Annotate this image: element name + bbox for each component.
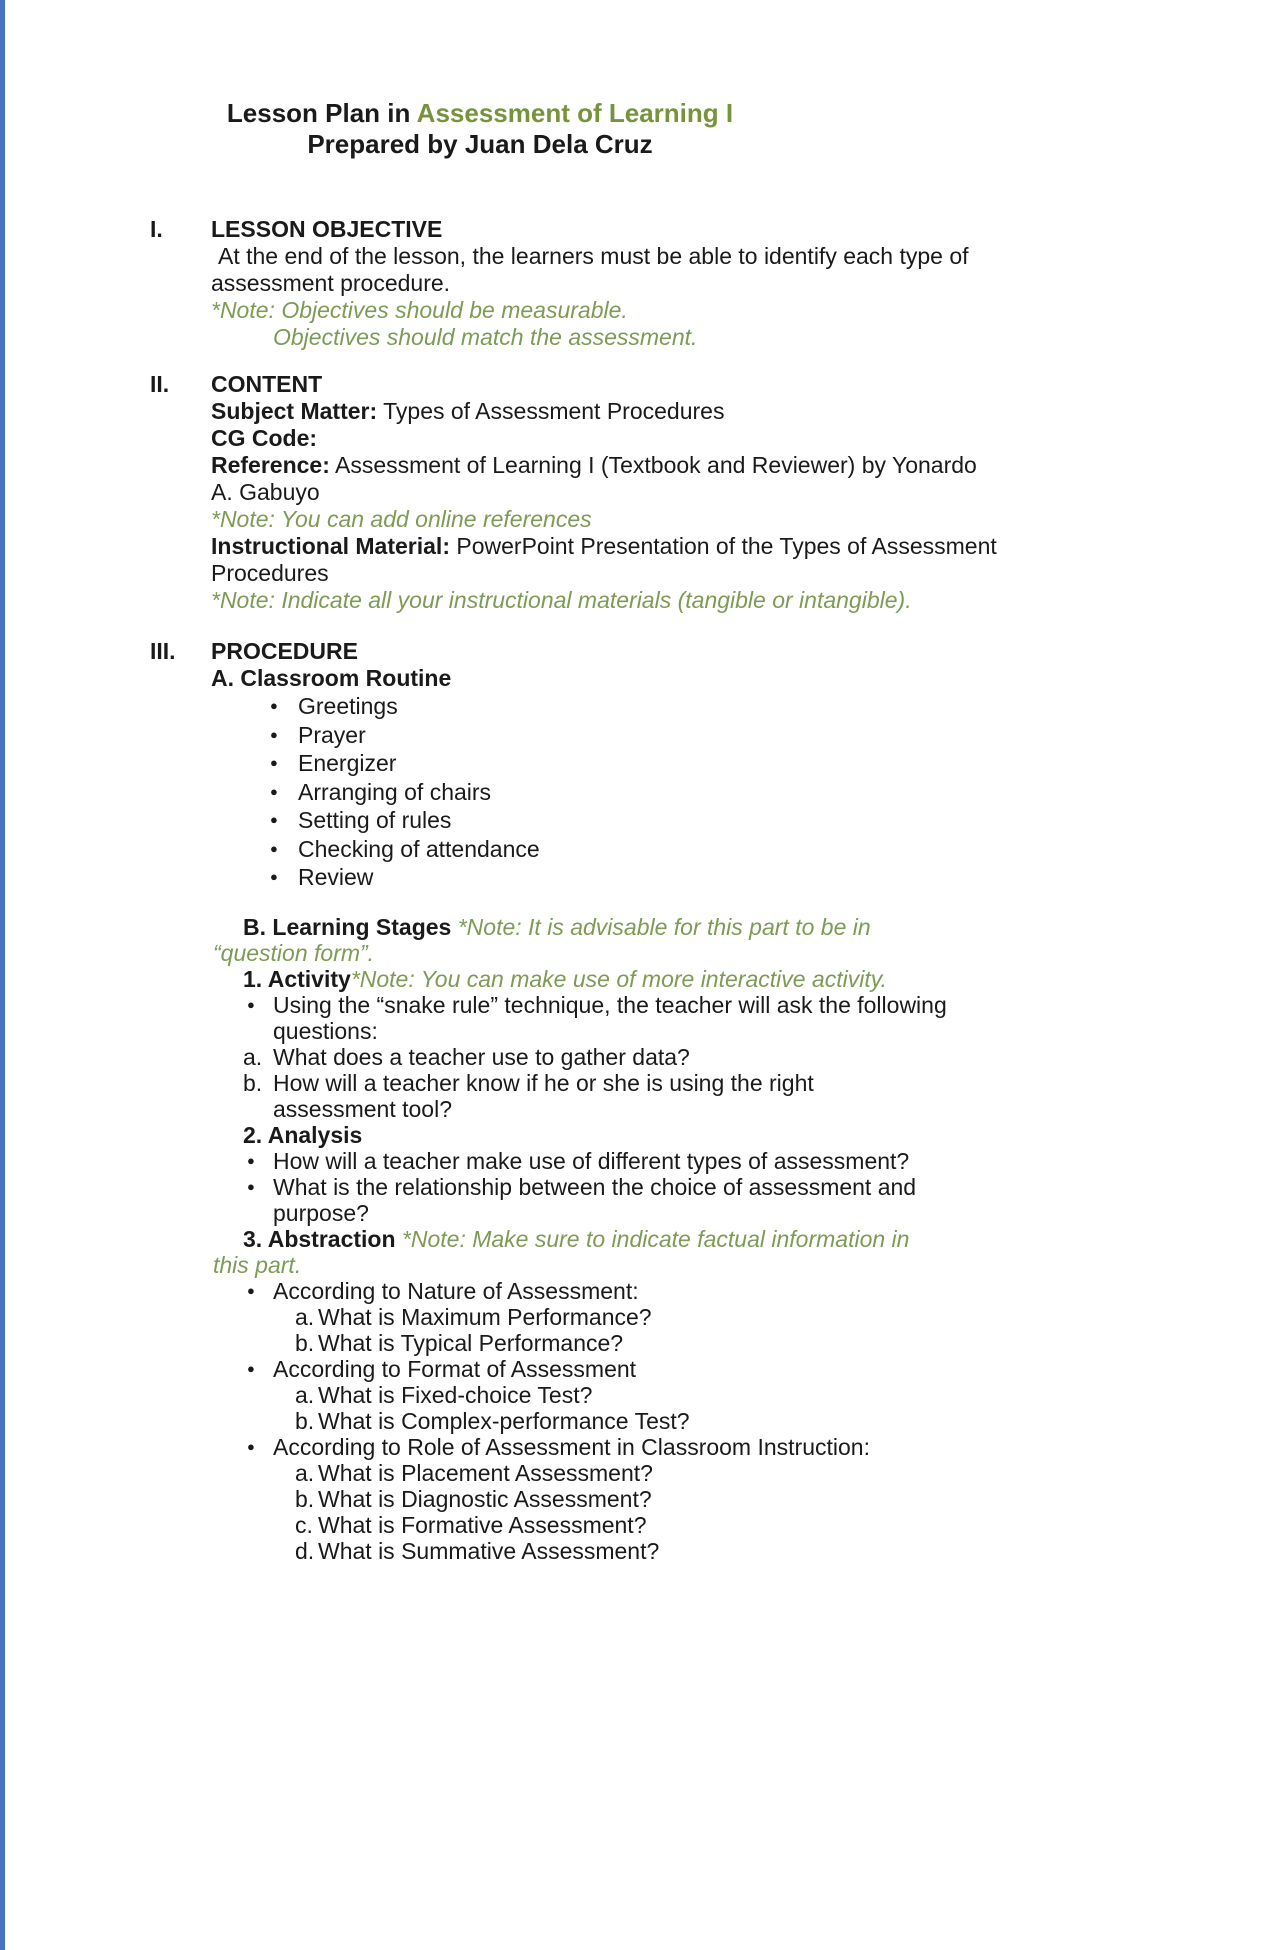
section-heading: LESSON OBJECTIVE (211, 216, 443, 242)
analysis-heading: 2. Analysis (243, 1121, 363, 1148)
lettered-item (295, 1330, 1275, 1356)
letter-marker: c. (295, 1511, 313, 1538)
letter-marker: a. (295, 1381, 315, 1408)
list-item (270, 835, 1275, 864)
learning-stages-block (0, 914, 1275, 1564)
bullet-icon: ● (247, 1438, 255, 1454)
list-item (247, 1148, 1275, 1174)
bullet-icon: ● (247, 1152, 255, 1168)
bullet-icon: ● (247, 996, 255, 1012)
list-item-text: Using the “snake rule” technique, the teacher will ask the following (273, 991, 947, 1018)
lettered-item (295, 1512, 1275, 1538)
content-material-line (211, 533, 1275, 560)
content-material-line: Procedures (211, 560, 329, 586)
lettered-item-text: What is Complex-performance Test? (318, 1407, 690, 1434)
list-item (270, 692, 1275, 721)
subject-matter-label: Subject Matter: (211, 398, 378, 424)
section-procedure (0, 638, 1275, 1564)
bullet-icon: ● (270, 869, 278, 884)
section-numeral: II. (150, 371, 170, 397)
bullet-icon: ● (270, 812, 278, 827)
lettered-item-text: What is Placement Assessment? (318, 1459, 653, 1486)
list-item-text: According to Role of Assessment in Classroom Instruction: (273, 1433, 870, 1460)
title-accent-text: Assessment of Learning I (416, 98, 734, 128)
list-item (270, 721, 1275, 750)
section-numeral: I. (150, 216, 163, 242)
lettered-item-text: What does a teacher use to gather data? (273, 1043, 690, 1070)
list-item-text: Prayer (298, 721, 366, 748)
list-item-continuation: purpose? (273, 1199, 369, 1226)
lettered-item (243, 1044, 1275, 1070)
content-reference-line (211, 452, 1275, 479)
lettered-item-text: What is Maximum Performance? (318, 1303, 652, 1330)
content-cg-code-line (211, 425, 1275, 452)
list-item (247, 1174, 1275, 1200)
bullet-icon: ● (247, 1360, 255, 1376)
letter-marker: b. (295, 1407, 315, 1434)
lettered-item (295, 1304, 1275, 1330)
section-objective-heading-row (150, 216, 1275, 243)
reference-value: Assessment of Learning I (Textbook and Reviewer) by Yonardo (335, 452, 977, 478)
list-item (270, 778, 1275, 807)
subtitle: Prepared by Juan Dela Cruz (307, 129, 653, 159)
subject-matter-value: Types of Assessment Procedures (383, 398, 725, 424)
list-item-text: What is the relationship between the choice of assessment and (273, 1173, 917, 1200)
section-objective (0, 216, 1275, 351)
letter-marker: a. (243, 1043, 263, 1070)
section-heading: PROCEDURE (211, 638, 358, 664)
section-content-heading-row (150, 371, 1275, 398)
lettered-item-text: What is Fixed-choice Test? (318, 1381, 593, 1408)
list-item-text: According to Format of Assessment (273, 1355, 637, 1382)
lettered-item (243, 1070, 1275, 1096)
page-title (0, 98, 960, 129)
letter-marker: d. (295, 1537, 315, 1564)
bullet-icon: ● (247, 1178, 255, 1194)
activity-heading: 1. Activity (243, 965, 351, 992)
bullet-icon: ● (270, 783, 278, 799)
reference-label: Reference: (211, 452, 330, 478)
list-item (270, 863, 1275, 892)
lettered-item-text: What is Formative Assessment? (318, 1511, 647, 1538)
lettered-item-text: What is Diagnostic Assessment? (318, 1485, 652, 1512)
list-item-text: Energizer (298, 750, 397, 776)
list-item-text: How will a teacher make use of different types of assessment? (273, 1147, 910, 1174)
letter-marker: b. (295, 1485, 315, 1512)
lettered-item-text: How will a teacher know if he or she is using the right (273, 1069, 814, 1096)
list-item (247, 1434, 1275, 1460)
section-procedure-heading-row (150, 638, 1275, 665)
letter-marker: a. (295, 1303, 315, 1330)
abstraction-heading-line (243, 1226, 1275, 1252)
letter-marker: b. (243, 1069, 263, 1096)
objective-note-line: *Note: Objectives should be measurable. (211, 297, 628, 323)
lettered-item (295, 1486, 1275, 1512)
lettered-item (295, 1382, 1275, 1408)
list-item-text: Checking of attendance (298, 835, 540, 862)
learning-stages-heading-line (243, 914, 1275, 940)
classroom-routine-heading: A. Classroom Routine (211, 665, 452, 691)
content-subject-line (211, 398, 1275, 425)
bullet-icon: ● (270, 755, 278, 770)
section-content (0, 371, 1275, 614)
activity-heading-line (243, 966, 1275, 992)
lettered-item-text: What is Summative Assessment? (318, 1537, 660, 1564)
abstraction-note: this part. (213, 1251, 302, 1278)
bullet-icon: ● (270, 840, 278, 856)
list-item (247, 1278, 1275, 1304)
title-text: Lesson Plan in (226, 98, 411, 128)
letter-marker: b. (295, 1329, 315, 1356)
lettered-item (295, 1408, 1275, 1434)
list-item-text: Greetings (298, 693, 398, 719)
list-item (270, 749, 1275, 778)
content-reference-line: A. Gabuyo (211, 479, 320, 505)
learning-stages-heading: B. Learning Stages (243, 913, 452, 940)
list-item-continuation: questions: (273, 1017, 378, 1044)
bullet-icon: ● (270, 726, 278, 742)
list-item-text: Setting of rules (298, 807, 452, 833)
section-heading: CONTENT (211, 371, 323, 397)
cg-code-label: CG Code: (211, 425, 318, 451)
activity-note: *Note: You can make use of more interactive activity. (350, 965, 887, 992)
list-item (270, 806, 1275, 835)
lettered-item (295, 1460, 1275, 1486)
letter-marker: a. (295, 1459, 315, 1486)
lettered-item-text: What is Typical Performance? (318, 1329, 624, 1356)
list-item (247, 992, 1275, 1018)
abstraction-note: *Note: Make sure to indicate factual information in (401, 1225, 910, 1252)
lettered-item (295, 1538, 1275, 1564)
list-item-text: According to Nature of Assessment: (273, 1277, 639, 1304)
learning-stages-note: *Note: It is advisable for this part to be in (457, 913, 871, 940)
objective-body-line: At the end of the lesson, the learners must be able to identify each type of (218, 243, 969, 269)
section-numeral: III. (150, 638, 176, 664)
instructional-material-label: Instructional Material: (211, 533, 450, 559)
list-item-text: Arranging of chairs (298, 778, 492, 805)
document-title-block (0, 98, 960, 160)
abstraction-heading: 3. Abstraction (243, 1225, 396, 1252)
learning-stages-note: “question form”. (213, 939, 375, 966)
instructional-material-value: PowerPoint Presentation of the Types of Assessment (456, 533, 997, 559)
reference-note-line: *Note: You can add online references (211, 506, 592, 532)
bullet-icon: ● (270, 698, 278, 713)
objective-note-line: Objectives should match the assessment. (273, 324, 698, 350)
lettered-item-continuation: assessment tool? (273, 1095, 452, 1122)
list-item-text: Review (298, 864, 374, 890)
bullet-icon: ● (247, 1282, 255, 1298)
list-item (247, 1356, 1275, 1382)
material-note-line: *Note: Indicate all your instructional materials (tangible or intangible). (211, 587, 912, 613)
objective-body-line: assessment procedure. (211, 270, 451, 296)
